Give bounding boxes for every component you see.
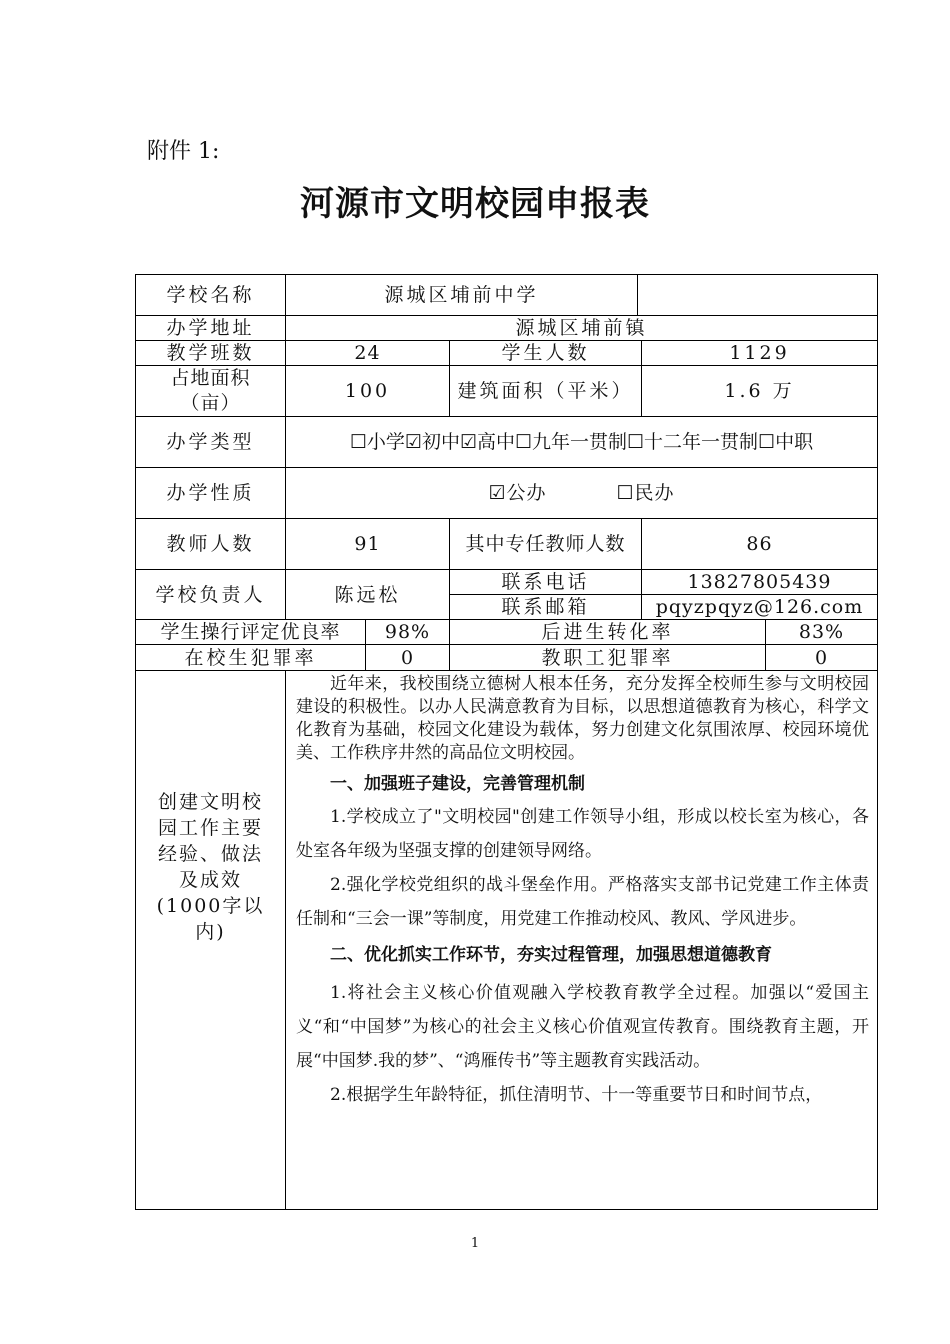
classes-value: 24 [285, 340, 450, 366]
student-crime-value: 0 [365, 644, 450, 671]
email-label: 联系邮箱 [449, 594, 642, 620]
page-number: 1 [470, 1236, 480, 1251]
attachment-label: 附件 1: [147, 139, 220, 164]
section-heading-2: 二、优化抓实工作环节，夯实过程管理，加强思想道德教育 [330, 945, 772, 965]
staff-crime-value: 0 [765, 644, 878, 671]
experience-content [285, 670, 878, 1210]
experience-paragraph-4: 2.根据学生年龄特征，抓住清明节、十一等重要节日和时间节点， [330, 1085, 823, 1105]
experience-label: 创建文明校园工作主要经验、做法及成效(1000字以内) [156, 791, 265, 943]
teachers-label: 教师人数 [135, 518, 286, 570]
email-value: pqyzpqyz@126.com [641, 594, 878, 620]
experience-paragraph-2: 2.强化学校党组织的战斗堡垒作用。严格落实支部书记党建工作主体责任制和“三会一课”等制度，用党建工作推动校风、教风、学风进步。 [296, 875, 869, 929]
conduct-rate-label: 学生操行评定优良率 [135, 619, 366, 645]
address-value: 源城区埔前镇 [285, 315, 878, 341]
conduct-rate-value: 98% [365, 619, 450, 645]
transform-rate-value: 83% [765, 619, 878, 645]
building-area-label: 建筑面积（平米） [449, 365, 642, 417]
land-area-label: 占地面积（亩） [135, 365, 286, 417]
school-name-label: 学校名称 [135, 274, 286, 316]
teachers-value: 91 [285, 518, 450, 570]
nature-private: ☐民办 [616, 482, 675, 504]
nature-public: ☑公办 [488, 482, 547, 504]
experience-paragraph-1: 1.学校成立了"文明校园"创建工作领导小组，形成以校长室为核心，各处室各年级为坚强支撑的创建领导网络。 [296, 807, 869, 861]
school-type-label: 办学类型 [135, 416, 286, 468]
page-title: 河源市文明校园申报表 [300, 184, 650, 224]
address-label: 办学地址 [135, 315, 286, 341]
student-crime-label: 在校生犯罪率 [135, 644, 366, 671]
land-area-value: 100 [285, 365, 450, 417]
school-name-value: 源城区埔前中学 [285, 274, 638, 316]
school-name-empty [637, 274, 878, 316]
students-value: 1129 [641, 340, 878, 366]
fulltime-teachers-value: 86 [641, 518, 878, 570]
school-nature-cell [285, 467, 878, 519]
school-type-options: ☐小学☑初中☑高中☐九年一贯制☐十二年一贯制☐中职 [285, 416, 878, 468]
school-nature-label: 办学性质 [135, 467, 286, 519]
principal-label: 学校负责人 [135, 569, 286, 620]
transform-rate-label: 后进生转化率 [449, 619, 766, 645]
fulltime-teachers-label: 其中专任教师人数 [449, 518, 642, 570]
experience-label-cell [135, 670, 286, 1210]
staff-crime-label: 教职工犯罪率 [449, 644, 766, 671]
building-area-value: 1.6 万 [641, 365, 878, 417]
phone-label: 联系电话 [449, 569, 642, 595]
experience-intro: 近年来，我校围绕立德树人根本任务，充分发挥全校师生参与文明校园建设的积极性。以办人民满意教育为目标，以思想道德教育为核心，科学文化教育为基础，校园文化建设为载体，努力创建文化氛围浓厚、校园环境优美、工作秩序井然的高品位文明校园。 [296, 674, 869, 763]
principal-value: 陈远松 [285, 569, 450, 620]
phone-value: 13827805439 [641, 569, 878, 595]
section-heading-1: 一、加强班子建设，完善管理机制 [330, 774, 585, 794]
experience-paragraph-3: 1.将社会主义核心价值观融入学校教育教学全过程。加强以“爱国主义“和“中国梦”为核心的社会主义核心价值观宣传教育。围绕教育主题，开展“中国梦.我的梦”、“鸿雁传书”等主题教育实践活动。 [296, 983, 869, 1071]
students-label: 学生人数 [449, 340, 642, 366]
classes-label: 教学班数 [135, 340, 286, 366]
